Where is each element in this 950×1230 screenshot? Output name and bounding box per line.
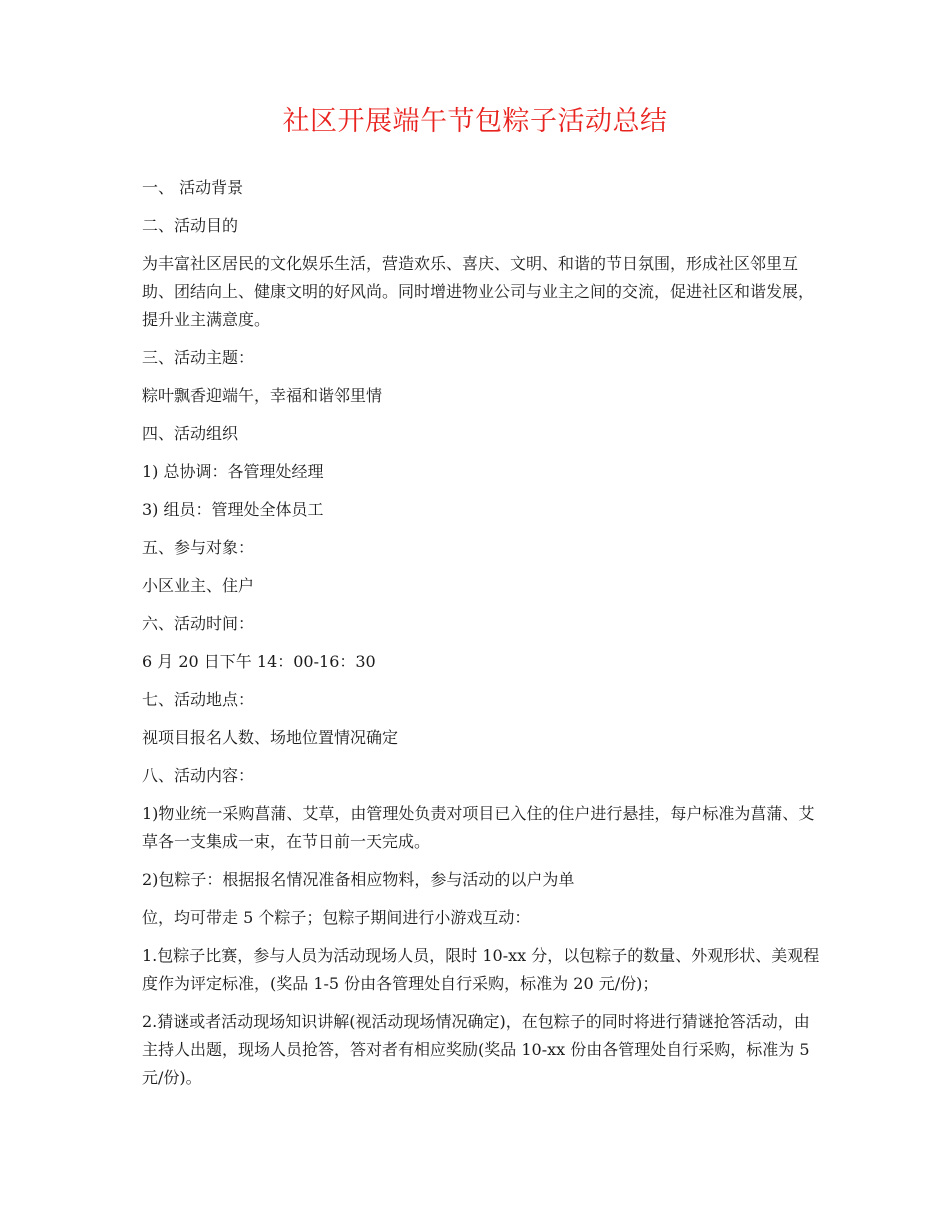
section-heading-theme: 三、活动主题： (142, 348, 255, 367)
section-heading-participants: 五、参与对象： (142, 538, 255, 557)
content-item: 1.包粽子比赛，参与人员为活动现场人员，限时 10-xx 分，以包粽子的数量、外观形状、美观程度作为评定标准，(奖品 1-5 份由各管理处自行采购，标准为 20 元/份)； (142, 946, 820, 993)
section-heading-content: 八、活动内容： (142, 766, 255, 785)
section-heading-organization: 四、活动组织 (142, 424, 239, 443)
content-item: 1)物业统一采购菖蒲、艾草，由管理处负责对项目已入住的住户进行悬挂，每户标准为菖蒲、艾草各一支集成一束，在节日前一天完成。 (142, 804, 815, 851)
content-item: 2)包粽子：根据报名情况准备相应物料，参与活动的以户为单 (142, 870, 575, 889)
location-text: 视项目报名人数、场地位置情况确定 (142, 728, 399, 747)
section-heading-time: 六、活动时间： (142, 614, 255, 633)
purpose-text: 为丰富社区居民的文化娱乐生活，营造欢乐、喜庆、文明、和谐的节日氛围，形成社区邻里互助、团结向上、健康文明的好风尚。同时增进物业公司与业主之间的交流，促进社区和谐发展，提升业主满意度。 (142, 254, 815, 329)
organization-item: 1) 总协调：各管理处经理 (142, 462, 324, 481)
section-heading-purpose: 二、活动目的 (142, 216, 239, 235)
section-heading-location: 七、活动地点： (142, 690, 255, 709)
participants-text: 小区业主、住户 (142, 576, 255, 595)
section-heading-background: 一、 活动背景 (142, 178, 244, 197)
document-title: 社区开展端午节包粽子活动总结 (282, 106, 668, 137)
content-item: 位，均可带走 5 个粽子；包粽子期间进行小游戏互动： (142, 908, 531, 927)
organization-item: 3) 组员：管理处全体员工 (142, 500, 324, 519)
content-item: 2.猜谜或者活动现场知识讲解(视活动现场情况确定)，在包粽子的同时将进行猜谜抢答活动，由主持人出题，现场人员抢答，答对者有相应奖励(奖品 10-xx 份由各管理处自行采购，标准为 5 元/份)。 (142, 1012, 810, 1087)
time-text: 6 月 20 日下午 14：00-16：30 (142, 652, 376, 671)
document-body (142, 174, 820, 1102)
theme-text: 粽叶飘香迎端午，幸福和谐邻里情 (142, 386, 383, 405)
